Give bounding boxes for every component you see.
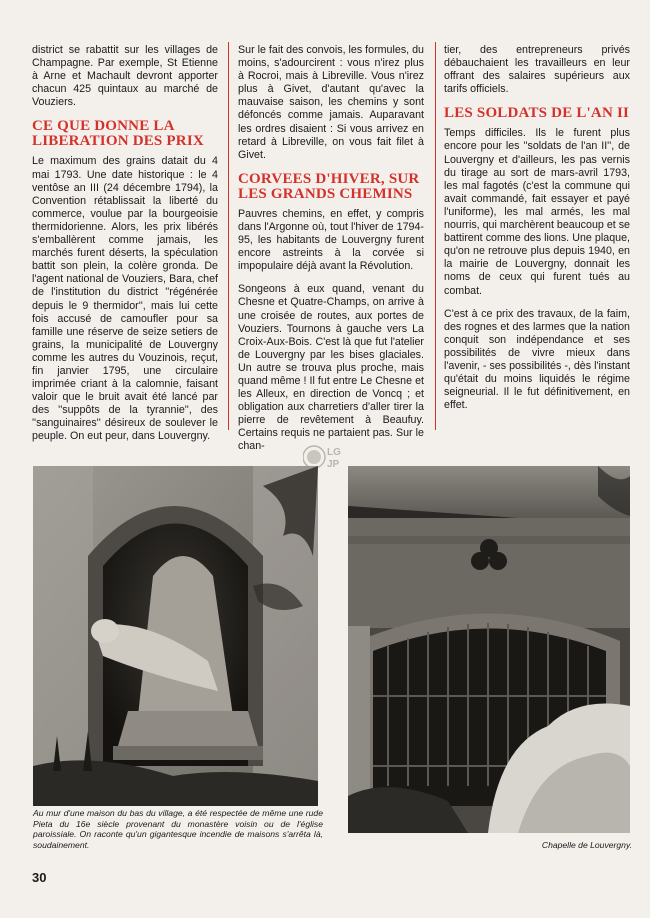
photo-caption: Au mur d'une maison du bas du village, a été respectée de même une rude Pieta du 16e siècle provenant du monastère voisin ou de l'église paroissiale. On raconte qu'un gigantesque incendie de maisons s'arrêta là, soudainement. [33, 808, 323, 850]
column-1 [32, 44, 218, 454]
paragraph: C'est à ce prix des travaux, de la faim, des rognes et des larmes que la nation conquit son indépendance et ses possibilités de vivre mieux dans l'avenir, - ses possibilités -, dès l'instant qu'était du moins liquidés le régime seigneurial. Il le fut définitivement, en effet. [444, 307, 630, 412]
svg-text:JP: JP [327, 459, 340, 470]
paragraph: tier, des entrepreneurs privés débauchaient les travailleurs en leur offrant des salaires supérieurs aux tarifs officiels. [444, 44, 630, 96]
pieta-photo [33, 466, 318, 806]
photo-caption: Chapelle de Louvergny. [541, 840, 632, 850]
column-2 [238, 44, 424, 464]
chapel-photo [348, 466, 630, 833]
paragraph: Sur le fait des convois, les formules, du moins, s'adourcirent : vous n'irez plus à Rocroi, mais à Libreville. Vous n'irez plus à Givet, d'autant qu'avec la mauvaise saison, les chemins y sont défoncés comme jamais. Auparavant les ordres disaient : Si vous arrivez en retard à Libreville, on vous fait filet à Givet. [238, 44, 424, 161]
paragraph: Le maximum des grains datait du 4 mai 1793. Une date historique : le 4 ventôse an III (24 décembre 1794), la Convention rétablissait la liberté du commerce, voulue par la bourgeoisie thermidorienne. Alors, les prix libérés s'emballèrent comme jamais, les marchés furent déserts, la spéculation battit son plein, la colère gronda. De l'agent national de Vouziers, Bara, chef de l'institution du district ''régénérée depuis le 9 thermidor'', mais lui cette fois accusé de camoufler pour sa famille une réserve de seize setiers de grains, la municipalité de Louvergny comme les autres du Vouzinois, reçut, fin janvier 1795, une circulaire imprimée criant à la calomnie, faisant valoir que le bruit avait été lancé par des ''suppôts de la tyrannie'', des ''sanguinaires'' désireux de soulever le peuple. On eut peur, dans Louvergny. [32, 155, 218, 443]
column-divider [435, 42, 436, 430]
section-heading: CORVEES D'HIVER, SUR LES GRANDS CHEMINS [238, 170, 420, 202]
svg-text:LG: LG [327, 447, 341, 458]
section-heading: CE QUE DONNE LA LIBERATION DES PRIX [32, 118, 204, 150]
page-number: 30 [32, 870, 47, 885]
column-3 [444, 44, 630, 422]
paragraph: district se rabattit sur les villages de Champagne. Par exemple, St Etienne à Arne et Machault devront apporter chacun 425 quintaux au marché de Vouziers. [32, 44, 218, 109]
paragraph: Temps difficiles. Ils le furent plus encore pour les ''soldats de l'an II'', de Louvergny et d'ailleurs, les pas vernis du tirage au sort de mars-avril 1793, les mal fagotés (c'est la commune qui avait commandé, fait essayer et payé l'uniforme), les mal armés, les mal nourris, qui marchèrent beaucoup et se battirent comme des lions. Une plaque, qu'on ne retrouve plus depuis 1940, en la mairie de Louvergny, donnait les noms de ceux qui furent tués au combat. [444, 127, 630, 297]
column-divider [228, 42, 229, 430]
paragraph: Songeons à eux quand, venant du Chesne et Quatre-Champs, on arrive à une croisée de routes, aux portes de Vouziers. Tournons à gauche vers La Croix-Aux-Bois. C'est là que fut l'atelier de Louvergny par les bises glaciales. Un autre se trouva plus proche, mais quand même ! Il fut entre Le Chesne et les Alleux, en direction de Voncq ; et obligation aux charretiers d'aller tirer la pierre de revêtement à Beaufuy. Certains requis ne partaient pas. Sur le chan- [238, 283, 424, 453]
paragraph: Pauvres chemins, en effet, y compris dans l'Argonne où, tout l'hiver de 1794-95, les habitants de Louvergny furent encore astreints à la corvée si impopulaire déjà avant la Révolution. [238, 207, 424, 273]
section-heading: LES SOLDATS DE L'AN II [444, 105, 630, 122]
